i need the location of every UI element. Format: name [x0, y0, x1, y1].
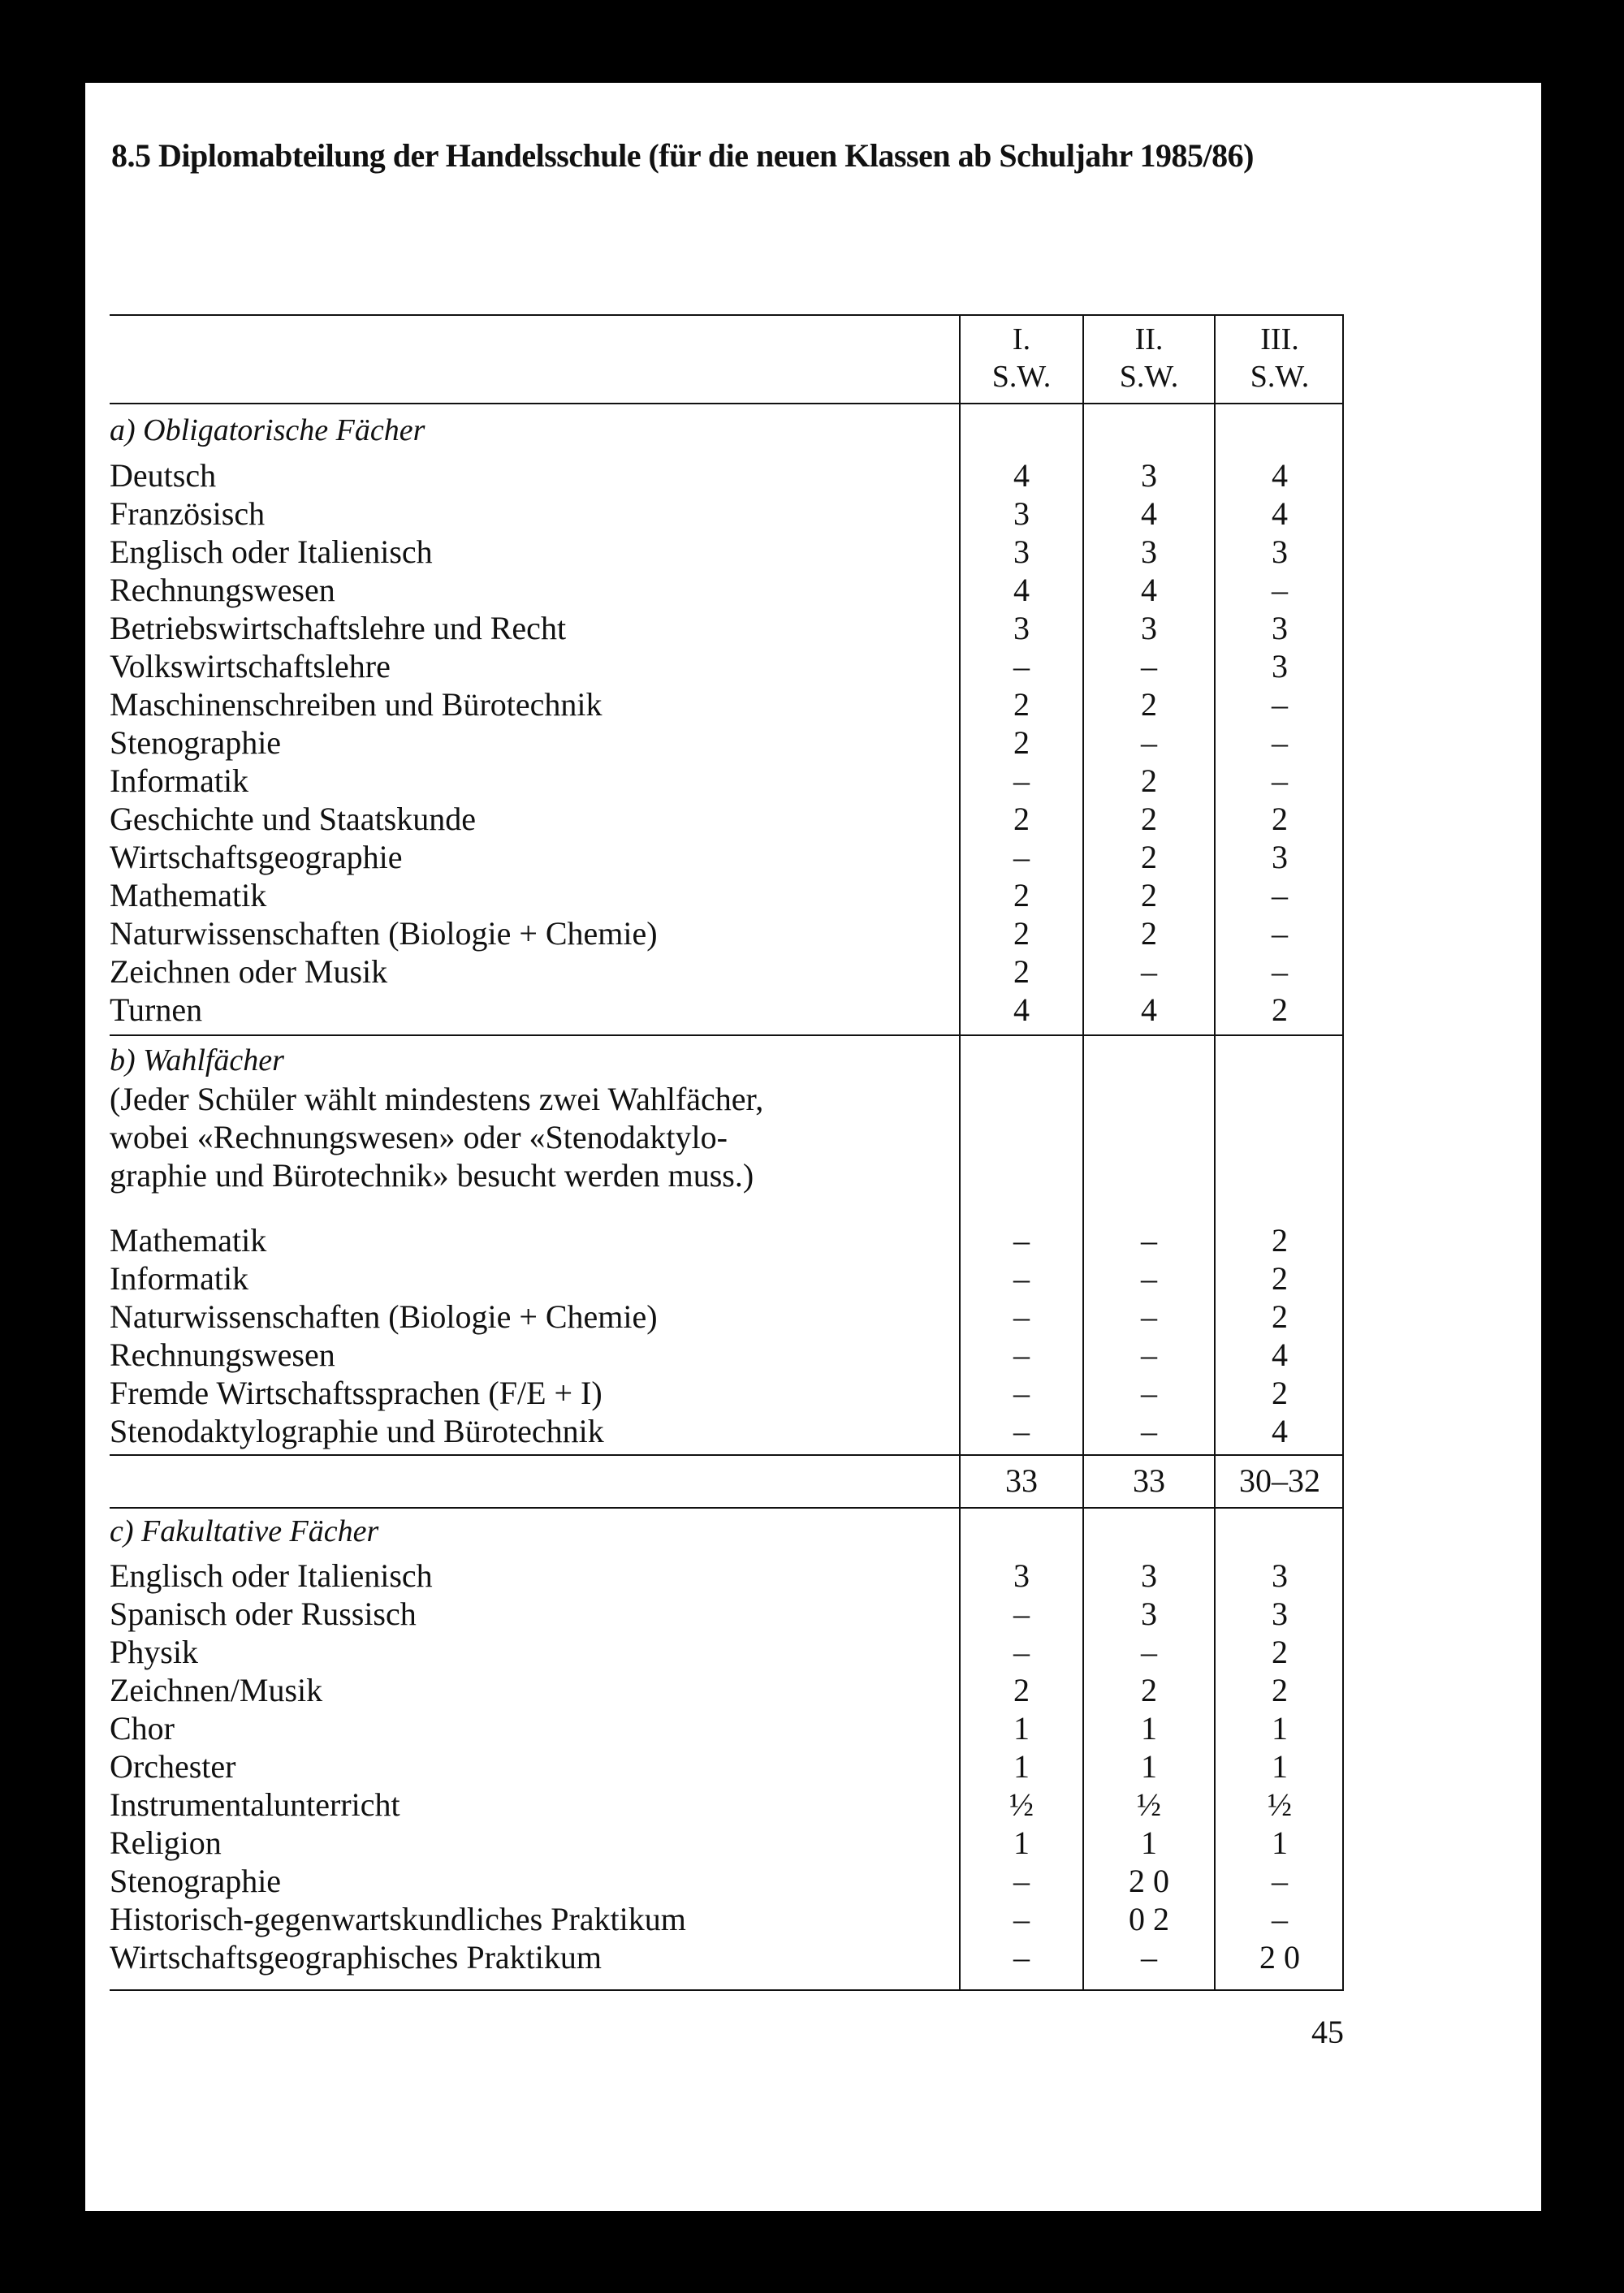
table-row	[110, 991, 1344, 1029]
hours-value: 2	[1272, 1672, 1288, 1708]
hours-value: 3	[1013, 533, 1030, 570]
hours-value: 2	[1013, 1672, 1030, 1708]
hours-value: 4	[1272, 457, 1288, 494]
hours-value: 3	[1272, 839, 1288, 875]
column-header-1-roman: I.	[1012, 322, 1031, 356]
hours-value: –	[1013, 839, 1030, 875]
hours-value: 3	[1272, 1596, 1288, 1632]
totals-row	[110, 1462, 1344, 1500]
hours-value: –	[1272, 572, 1288, 608]
table-row	[110, 1412, 1344, 1450]
table-row	[110, 571, 1344, 609]
hours-value: 2 0	[1129, 1863, 1169, 1899]
table-row	[110, 1557, 1344, 1595]
table-row	[110, 1824, 1344, 1862]
hours-value: –	[1141, 648, 1157, 684]
hours-value: 2	[1013, 953, 1030, 990]
hours-value: 1	[1141, 1710, 1157, 1747]
table-row	[110, 1938, 1344, 1976]
hours-value: 1	[1141, 1824, 1157, 1861]
column-header-2	[1084, 321, 1214, 395]
table-row	[110, 723, 1344, 762]
table-row	[110, 1374, 1344, 1412]
hours-value: 4	[1013, 457, 1030, 494]
hours-value: 2	[1141, 762, 1157, 799]
hours-value: –	[1013, 1298, 1030, 1335]
subject-label: Deutsch	[110, 457, 217, 494]
column-header-2-roman: II.	[1134, 322, 1164, 356]
hours-value: –	[1272, 953, 1288, 990]
hours-value: 4	[1141, 572, 1157, 608]
column-header-3	[1216, 321, 1344, 395]
hours-value: –	[1141, 1222, 1157, 1259]
header-bottom-rule	[110, 403, 1344, 404]
hours-value: ½	[1137, 1786, 1161, 1823]
table-row	[110, 1633, 1344, 1671]
hours-value: 2	[1013, 915, 1030, 952]
section-b-bottom-rule	[110, 1454, 1344, 1456]
hours-value: ½	[1268, 1786, 1292, 1823]
hours-value: –	[1141, 1260, 1157, 1297]
hours-value: 2	[1272, 801, 1288, 837]
section-c-title: c) Fakultative Fächer	[110, 1514, 379, 1548]
subject-label: Fremde Wirtschaftssprachen (F/E + I)	[110, 1375, 603, 1411]
subject-label: Turnen	[110, 991, 203, 1028]
subject-label: Wirtschaftsgeographie	[110, 839, 403, 875]
hours-value: –	[1013, 1260, 1030, 1297]
subject-label: Betriebswirtschaftslehre und Recht	[110, 610, 567, 646]
table-row	[110, 533, 1344, 571]
hours-value: 3	[1141, 457, 1157, 494]
column-header-2-unit: S.W.	[1119, 360, 1179, 394]
hours-value: –	[1013, 1939, 1030, 1976]
hours-value: 3	[1013, 610, 1030, 646]
hours-value: 3	[1272, 610, 1288, 646]
subject-label: Stenographie	[110, 724, 282, 761]
column-header-3-unit: S.W.	[1250, 360, 1310, 394]
hours-value: –	[1141, 1939, 1157, 1976]
hours-value: –	[1141, 1298, 1157, 1335]
hours-value: –	[1272, 915, 1288, 952]
hours-value: –	[1272, 1901, 1288, 1937]
table-row	[110, 685, 1344, 723]
hours-value: 2	[1272, 1298, 1288, 1335]
subject-label: Zeichnen/Musik	[110, 1672, 323, 1708]
hours-value: ½	[1009, 1786, 1034, 1823]
table-row	[110, 838, 1344, 876]
table-top-rule	[110, 314, 1344, 316]
hours-value: 4	[1141, 991, 1157, 1028]
column-header-1	[961, 321, 1082, 395]
hours-value: 4	[1141, 495, 1157, 532]
hours-value: 3	[1141, 1557, 1157, 1594]
hours-value: 1	[1272, 1748, 1288, 1785]
table-row	[110, 456, 1344, 494]
table-row	[110, 1671, 1344, 1709]
subject-label: Naturwissenschaften (Biologie + Chemie)	[110, 1298, 658, 1335]
hours-value: 4	[1272, 1337, 1288, 1373]
table-row	[110, 800, 1344, 838]
hours-value: 2	[1013, 686, 1030, 723]
hours-value: –	[1013, 1413, 1030, 1449]
hours-value: 4	[1013, 572, 1030, 608]
section-b-note-line: wobei «Rechnungswesen» oder «Stenodaktylo-	[110, 1119, 728, 1155]
hours-value: 2	[1141, 801, 1157, 837]
table-row	[110, 494, 1344, 533]
total-value: 30–32	[1239, 1462, 1320, 1499]
section-b-note-line: (Jeder Schüler wählt mindestens zwei Wahlfächer,	[110, 1081, 764, 1117]
hours-value: 2	[1013, 724, 1030, 761]
section-b-title: b) Wahlfächer	[110, 1043, 284, 1077]
subject-label: Chor	[110, 1710, 175, 1747]
hours-value: 2	[1272, 1375, 1288, 1411]
subject-label: Englisch oder Italienisch	[110, 533, 433, 570]
section-b-note	[110, 1080, 954, 1194]
subject-label: Rechnungswesen	[110, 572, 335, 608]
page-number: 45	[1311, 2014, 1344, 2050]
section-a-title: a) Obligatorische Fächer	[110, 413, 425, 447]
hours-value: –	[1141, 1413, 1157, 1449]
hours-value: –	[1013, 1337, 1030, 1373]
table-row	[110, 762, 1344, 800]
subject-label: Rechnungswesen	[110, 1337, 335, 1373]
hours-value: –	[1141, 1634, 1157, 1670]
subject-label: Spanisch oder Russisch	[110, 1596, 417, 1632]
section-b-note-line: graphie und Bürotechnik» besucht werden muss.)	[110, 1157, 754, 1194]
hours-value: 3	[1141, 1596, 1157, 1632]
subject-label: Naturwissenschaften (Biologie + Chemie)	[110, 915, 658, 952]
section-a-bottom-rule	[110, 1034, 1344, 1036]
hours-value: 2	[1013, 877, 1030, 913]
hours-value: –	[1272, 1863, 1288, 1899]
subject-label: Instrumentalunterricht	[110, 1786, 400, 1823]
column-header-3-roman: III.	[1260, 322, 1299, 356]
subject-label: Mathematik	[110, 877, 267, 913]
hours-value: 4	[1013, 991, 1030, 1028]
table-row	[110, 1259, 1344, 1298]
subject-label: Zeichnen oder Musik	[110, 953, 388, 990]
hours-value: 1	[1141, 1748, 1157, 1785]
hours-value: 1	[1272, 1710, 1288, 1747]
hours-value: –	[1013, 762, 1030, 799]
hours-value: –	[1272, 877, 1288, 913]
subject-label: Mathematik	[110, 1222, 267, 1259]
subject-label: Religion	[110, 1824, 222, 1861]
hours-value: 2	[1272, 991, 1288, 1028]
subject-label: Historisch-gegenwartskundliches Praktikum	[110, 1901, 686, 1937]
hours-value: –	[1013, 1596, 1030, 1632]
table-row	[110, 1298, 1344, 1336]
table-row	[110, 914, 1344, 952]
table-row	[110, 1709, 1344, 1747]
subject-label: Maschinenschreiben und Bürotechnik	[110, 686, 603, 723]
hours-value: –	[1013, 1901, 1030, 1937]
subject-label: Stenographie	[110, 1863, 282, 1899]
hours-value: 3	[1272, 648, 1288, 684]
hours-value: 1	[1013, 1748, 1030, 1785]
hours-value: 4	[1272, 1413, 1288, 1449]
hours-value: 2	[1141, 686, 1157, 723]
table-row	[110, 609, 1344, 647]
table-row	[110, 1900, 1344, 1938]
hours-value: 2	[1141, 1672, 1157, 1708]
page-title: 8.5 Diplomabteilung der Handelsschule (für die neuen Klassen ab Schuljahr 1985/86)	[111, 137, 1254, 174]
hours-value: 3	[1141, 533, 1157, 570]
hours-value: 2	[1013, 801, 1030, 837]
table-row	[110, 1786, 1344, 1824]
subject-label: Orchester	[110, 1748, 236, 1785]
hours-value: 0 2	[1129, 1901, 1169, 1937]
hours-value: 2 0	[1259, 1939, 1300, 1976]
hours-value: 3	[1272, 1557, 1288, 1594]
hours-value: 2	[1141, 877, 1157, 913]
table-row	[110, 876, 1344, 914]
subject-label: Englisch oder Italienisch	[110, 1557, 433, 1594]
table-row	[110, 1221, 1344, 1259]
hours-value: 4	[1272, 495, 1288, 532]
hours-value: 1	[1013, 1824, 1030, 1861]
hours-value: –	[1141, 1375, 1157, 1411]
total-value: 33	[1005, 1462, 1038, 1499]
subject-label: Geschichte und Staatskunde	[110, 801, 476, 837]
subject-label: Volkswirtschaftslehre	[110, 648, 391, 684]
subject-label: Informatik	[110, 762, 249, 799]
hours-value: 3	[1141, 610, 1157, 646]
table-row	[110, 1747, 1344, 1786]
hours-value: –	[1013, 1222, 1030, 1259]
hours-value: –	[1272, 762, 1288, 799]
hours-value: –	[1141, 1337, 1157, 1373]
hours-value: –	[1141, 724, 1157, 761]
hours-value: 2	[1272, 1222, 1288, 1259]
hours-value: 1	[1013, 1710, 1030, 1747]
hours-value: –	[1272, 686, 1288, 723]
hours-value: 1	[1272, 1824, 1288, 1861]
table-row	[110, 1336, 1344, 1374]
total-value: 33	[1133, 1462, 1165, 1499]
subject-label: Physik	[110, 1634, 198, 1670]
table-row	[110, 1595, 1344, 1633]
hours-value: –	[1272, 724, 1288, 761]
hours-value: 2	[1272, 1260, 1288, 1297]
hours-value: –	[1013, 1634, 1030, 1670]
subject-label: Stenodaktylographie und Bürotechnik	[110, 1413, 604, 1449]
totals-bottom-rule	[110, 1507, 1344, 1509]
subject-label: Wirtschaftsgeographisches Praktikum	[110, 1939, 603, 1976]
hours-value: –	[1141, 953, 1157, 990]
subject-label: Informatik	[110, 1260, 249, 1297]
hours-value: 2	[1272, 1634, 1288, 1670]
table-bottom-rule	[110, 1989, 1344, 1991]
hours-value: –	[1013, 1863, 1030, 1899]
column-header-1-unit: S.W.	[991, 360, 1052, 394]
table-row	[110, 647, 1344, 685]
hours-value: –	[1013, 1375, 1030, 1411]
hours-value: 3	[1013, 495, 1030, 532]
hours-value: 3	[1013, 1557, 1030, 1594]
subject-label: Französisch	[110, 495, 266, 532]
hours-value: 2	[1141, 839, 1157, 875]
table-row	[110, 952, 1344, 991]
table-row	[110, 1862, 1344, 1900]
hours-value: 3	[1272, 533, 1288, 570]
hours-value: 2	[1141, 915, 1157, 952]
hours-value: –	[1013, 648, 1030, 684]
